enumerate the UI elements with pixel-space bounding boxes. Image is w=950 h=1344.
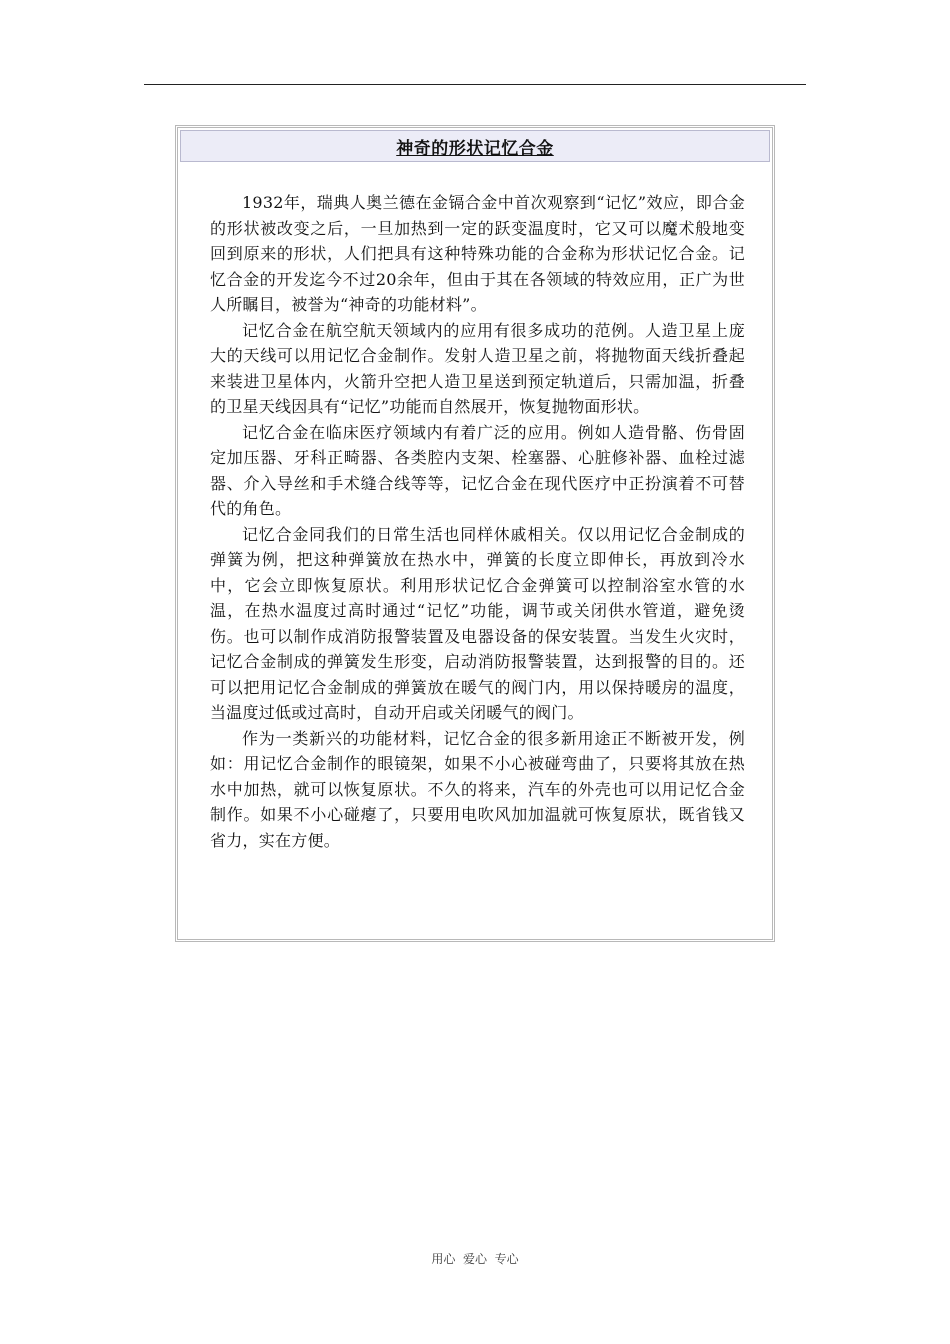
page-footer: 用心 爱心 专心 [431,1252,519,1266]
article-title: 神奇的形状记忆合金 [396,138,554,159]
article-paragraph: 记忆合金在临床医疗领域内有着广泛的应用。例如人造骨骼、伤骨固定加压器、牙科正畸器、各类腔内支架、栓塞器、心脏修补器、血栓过滤器、介入导丝和手术缝合线等等，记忆合金在现代医疗中正扮演着不可替代的角色。 [210,422,745,518]
header-rule [144,84,806,85]
article-box [175,125,775,942]
title-bar [180,130,770,162]
article-paragraph: 记忆合金在航空航天领域内的应用有很多成功的范例。人造卫星上庞大的天线可以用记忆合金制作。发射人造卫星之前，将抛物面天线折叠起来装进卫星体内，火箭升空把人造卫星送到预定轨道后，只需加温，折叠的卫星天线因具有“记忆”功能而自然展开，恢复抛物面形状。 [210,320,745,416]
article-paragraph: 1932年，瑞典人奥兰德在金镉合金中首次观察到“记忆”效应，即合金的形状被改变之后，一旦加热到一定的跃变温度时，它又可以魔术般地变回到原来的形状，人们把具有这种特殊功能的合金称为形状记忆合金。记忆合金的开发迄今不过20余年，但由于其在各领域的特效应用，正广为世人所瞩目，被誉为“神奇的功能材料”。 [210,193,745,314]
article-paragraph: 记忆合金同我们的日常生活也同样休戚相关。仅以用记忆合金制成的弹簧为例，把这种弹簧放在热水中，弹簧的长度立即伸长，再放到冷水中，它会立即恢复原状。利用形状记忆合金弹簧可以控制浴室水管的水温，在热水温度过高时通过“记忆”功能，调节或关闭供水管道，避免烫伤。也可以制作成消防报警装置及电器设备的保安装置。当发生火灾时，记忆合金制成的弹簧发生形变，启动消防报警装置，达到报警的目的。还可以把用记忆合金制成的弹簧放在暖气的阀门内，用以保持暖房的温度，当温度过低或过高时，自动开启或关闭暖气的阀门。 [210,524,745,722]
article-paragraph: 作为一类新兴的功能材料，记忆合金的很多新用途正不断被开发，例如：用记忆合金制作的眼镜架，如果不小心被碰弯曲了，只要将其放在热水中加热，就可以恢复原状。不久的将来，汽车的外壳也可以用记忆合金制作。如果不小心碰瘪了，只要用电吹风加加温就可恢复原状，既省钱又省力，实在方便。 [210,728,745,850]
article-body [210,190,745,853]
